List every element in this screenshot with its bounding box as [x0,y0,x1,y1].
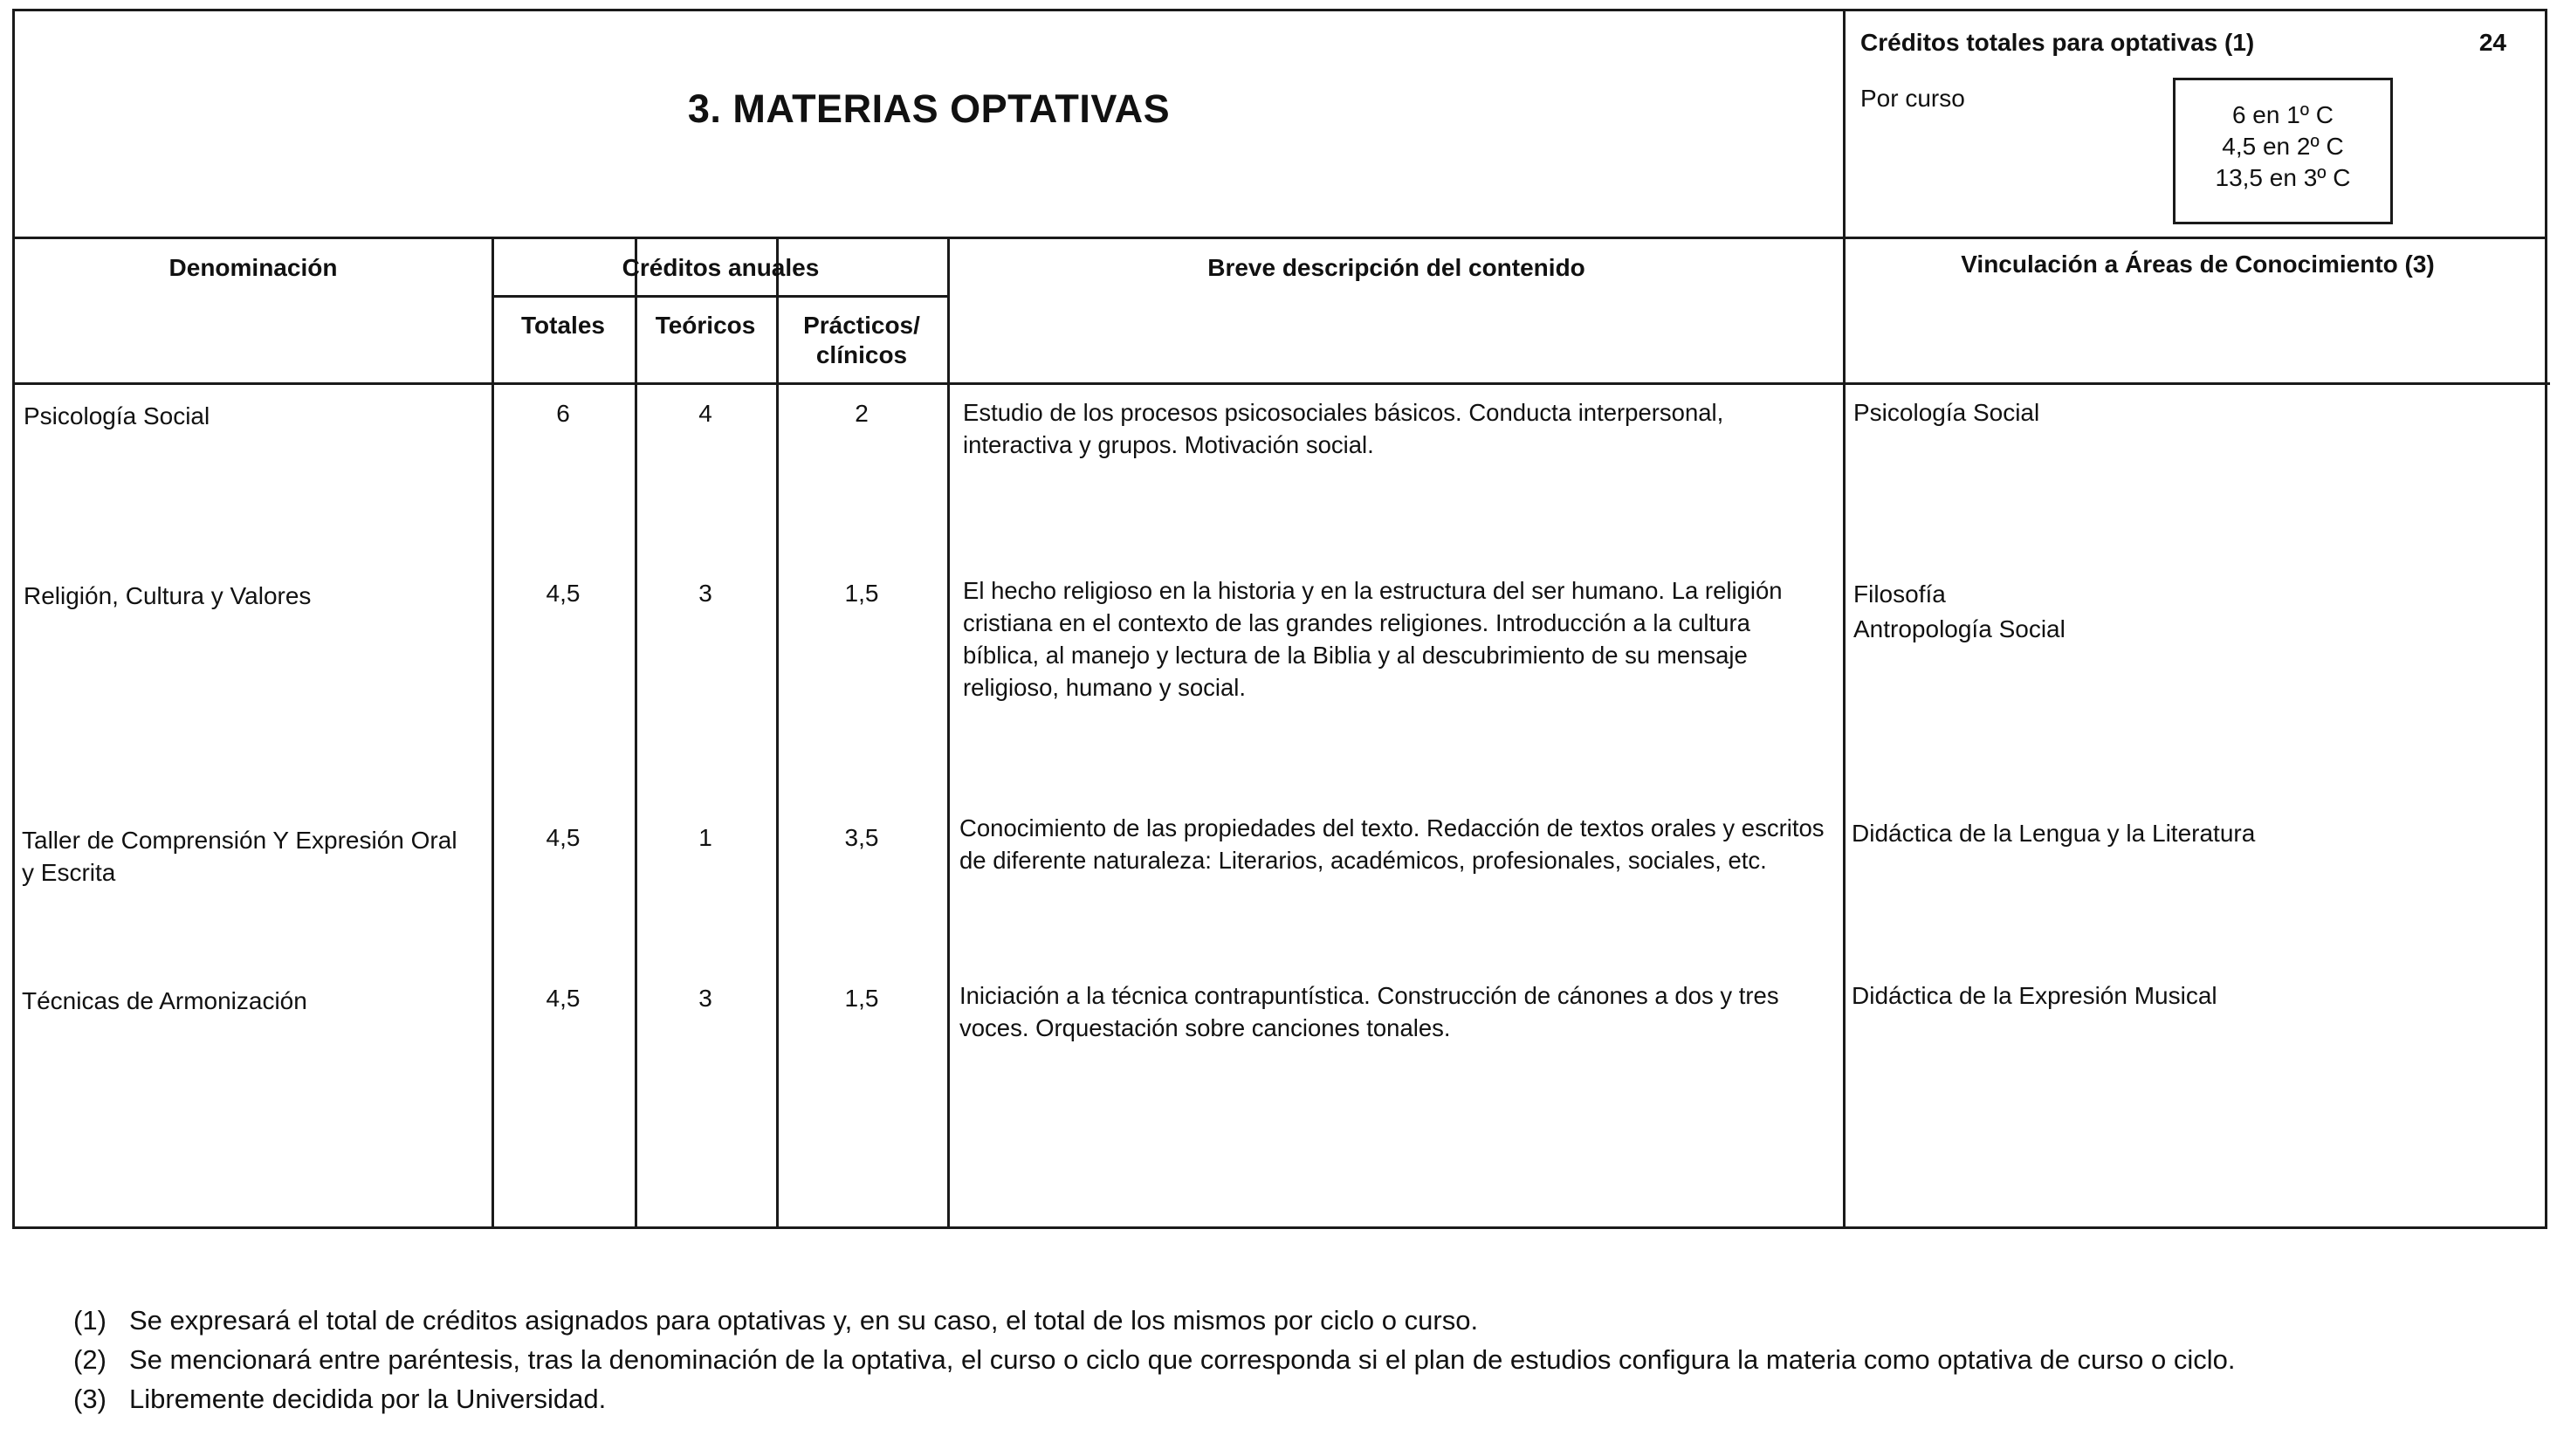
header-box [12,9,2547,239]
row-1-area: Psicología Social [1853,399,2040,426]
row-1-teoricos: 4 [698,400,712,427]
header-creditos-anuales: Créditos anuales [622,254,820,281]
row-1-denominacion: Psicología Social [24,402,210,429]
row-2-area: Filosofía [1853,580,1946,608]
row-4-area: Didáctica de la Expresión Musical [1852,982,2217,1009]
credits-total-label: Créditos totales para optativas (1) [1860,29,2255,56]
row-3-denominacion: Taller de Comprensión Y Expresión Oral y Escrita [22,827,457,886]
column-divider [635,239,637,1226]
materias-table [12,239,2547,1229]
row-4-practicos: 1,5 [844,985,879,1012]
footnote-number: (3) [73,1384,107,1414]
creditos-subheader-line [491,295,950,298]
por-curso-line: 4,5 en 2º C [2222,133,2344,160]
row-2-teoricos: 3 [698,580,712,607]
header-vinculacion: Vinculación a Áreas de Conocimiento (3) [1961,251,2435,278]
footnote-text: Libremente decidida por la Universidad. [129,1384,607,1414]
column-divider [947,239,950,1226]
footnote [73,1379,2500,1418]
row-4-descripcion: Iniciación a la técnica contrapuntística. Construcción de cánones a dos y tres voces. Orquestación sobre canciones tonales. [959,982,1779,1041]
row-2-descripcion: El hecho religioso en la historia y en la estructura del ser humano. La religión cristiana en el contexto de las grandes religiones. Introducción a la cultura bíblica, al manejo y lectura de la Biblia y al descubrimiento de su mensaje religioso, humano y social. [963,577,1783,701]
footnote-number: (1) [73,1305,107,1336]
column-divider [776,239,779,1226]
por-curso-line: 13,5 en 3º C [2215,164,2351,191]
footnote-text: Se mencionará entre paréntesis, tras la denominación de la optativa, el curso o ciclo que corresponda si el plan de estudios configura la materia como optativa de curso o ciclo. [129,1344,2236,1375]
header-divider [1843,11,1846,237]
column-divider [1843,239,1846,1226]
por-curso-label: Por curso [1860,85,1965,112]
header-denominacion: Denominación [168,254,338,281]
footnote [73,1301,2500,1340]
column-divider [491,239,494,1226]
row-1-totales: 6 [556,400,570,427]
row-3-practicos: 3,5 [844,824,879,851]
footnotes [73,1301,2500,1418]
row-3-descripcion: Conocimiento de las propiedades del texto. Redacción de textos orales y escritos de diferente naturaleza: Literarios, académicos, profesionales, sociales, etc. [959,814,1825,874]
footnote-text: Se expresará el total de créditos asignados para optativas y, en su caso, el total de los mismos por ciclo o curso. [129,1305,1479,1336]
header-practicos: Prácticos/ clínicos [803,312,920,368]
header-bottom-line [15,382,2550,385]
por-curso-box [2173,78,2393,224]
row-4-denominacion: Técnicas de Armonización [22,987,307,1014]
row-2-totales: 4,5 [546,580,581,607]
row-3-totales: 4,5 [546,824,581,851]
row-4-totales: 4,5 [546,985,581,1012]
page-title: 3. MATERIAS OPTATIVAS [687,86,1171,131]
row-2-practicos: 1,5 [844,580,879,607]
credits-total-value: 24 [2478,29,2506,56]
header-teoricos: Teóricos [655,312,756,339]
row-1-practicos: 2 [855,400,869,427]
row-2-denominacion: Religión, Cultura y Valores [24,582,312,609]
row-3-area: Didáctica de la Lengua y la Literatura [1852,820,2256,847]
row-2-area: Antropología Social [1853,615,2066,642]
row-3-teoricos: 1 [698,824,712,851]
row-1-descripcion: Estudio de los procesos psicosociales básicos. Conducta interpersonal, interactiva y grupos. Motivación social. [963,399,1724,458]
header-descripcion: Breve descripción del contenido [1207,254,1585,281]
header-totales: Totales [521,312,605,339]
por-curso-line: 6 en 1º C [2231,101,2334,128]
footnote [73,1340,2500,1379]
row-4-teoricos: 3 [698,985,712,1012]
footnote-number: (2) [73,1344,107,1375]
